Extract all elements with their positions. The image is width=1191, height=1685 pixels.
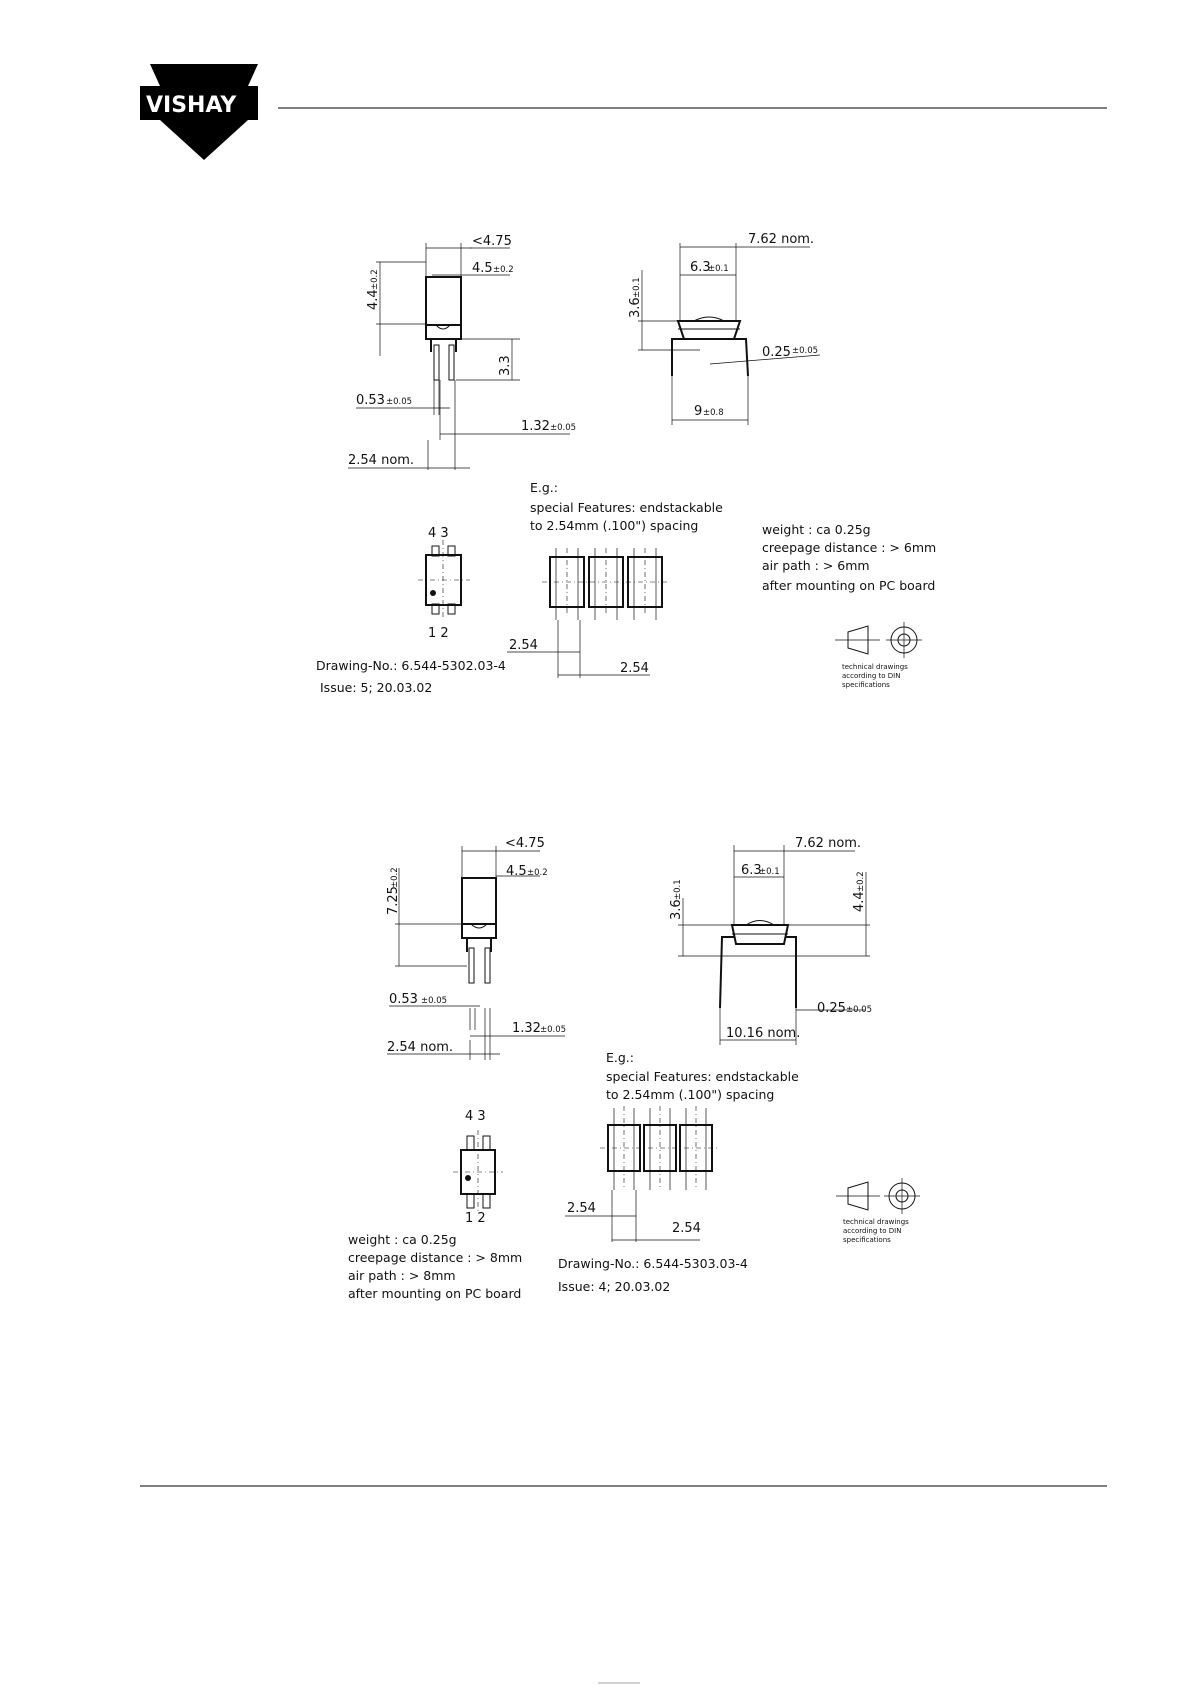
d1-dim-132: 1.32 — [521, 419, 550, 434]
d2-dim-1016: 10.16 nom. — [726, 1026, 801, 1041]
d2-top-view — [453, 1130, 503, 1214]
d1-top-view — [418, 540, 470, 620]
d2-dim-762: 7.62 nom. — [795, 836, 862, 851]
d2-dim-025-tol: ±0.05 — [846, 1005, 873, 1015]
d2-creepage: creepage distance : > 8mm — [348, 1250, 523, 1265]
d1-dim-lt475: <4.75 — [472, 234, 512, 249]
d2-dim-132-tol: ±0.05 — [540, 1025, 567, 1035]
d2-spacing-b: 2.54 — [672, 1221, 701, 1236]
d2-dim-44-tol: ±0.2 — [856, 871, 866, 892]
d2-special-2: to 2.54mm (.100") spacing — [606, 1087, 775, 1102]
d2-dim-63: 6.3 — [741, 863, 762, 878]
d2-pins-bottom: 1 2 — [465, 1211, 486, 1226]
d1-side-view — [348, 243, 570, 470]
d2-spacing-a: 2.54 — [567, 1201, 596, 1216]
d2-dim-132: 1.32 — [512, 1021, 541, 1036]
d1-spacing-b: 2.54 — [620, 661, 649, 676]
d2-drawing-no: Drawing-No.: 6.544-5303.03-4 — [558, 1256, 748, 1271]
d1-creepage: creepage distance : > 6mm — [762, 540, 937, 555]
d2-dim-254nom: 2.54 nom. — [387, 1040, 454, 1055]
d1-tech-3: specifications — [842, 681, 890, 689]
d1-tech-1: technical drawings — [842, 663, 908, 671]
d2-dim-36-tol: ±0.1 — [673, 879, 683, 900]
drawing-1 — [316, 232, 936, 695]
d2-dim-025: 0.25 — [817, 1001, 846, 1016]
d1-dim-132-tol: ±0.05 — [550, 423, 577, 433]
d1-pins-top: 4 3 — [428, 526, 449, 541]
drawing-2 — [348, 836, 920, 1301]
d1-dim-63: 6.3 — [690, 260, 711, 275]
d1-tech-2: according to DIN — [842, 672, 901, 680]
d1-projection-symbol-icon — [835, 622, 922, 658]
d1-dim-025-tol: ±0.05 — [792, 346, 819, 356]
d1-dim-45-tol: ±0.2 — [493, 265, 514, 275]
d2-dim-44: 4.4 — [852, 891, 867, 912]
d2-tech-3: specifications — [843, 1236, 891, 1244]
d1-dim-762: 7.62 nom. — [748, 232, 815, 247]
d2-tech-2: according to DIN — [843, 1227, 902, 1235]
d2-dim-725: 7.25 — [386, 886, 401, 915]
d1-dim-63-tol: ±0.1 — [708, 264, 729, 274]
d2-issue: Issue: 4; 20.03.02 — [558, 1279, 671, 1294]
d1-dim-36: 3.6 — [628, 297, 643, 318]
d2-dim-lt475: <4.75 — [505, 836, 545, 851]
d1-dim-053: 0.53 — [356, 393, 385, 408]
d2-eg: E.g.: — [606, 1050, 634, 1065]
d2-dim-45-tol: ±0.2 — [527, 868, 548, 878]
d2-dim-725-tol: ±0.2 — [390, 867, 400, 888]
d1-dim-9-tol: ±0.8 — [703, 408, 724, 418]
d2-dim-45: 4.5 — [506, 864, 527, 879]
logo-registered: ® — [250, 104, 259, 114]
d1-dim-45: 4.5 — [472, 261, 493, 276]
logo-text: VISHAY — [146, 93, 237, 118]
d1-issue: Issue: 5; 20.03.02 — [320, 680, 433, 695]
d1-dim-36-tol: ±0.1 — [632, 277, 642, 298]
d1-dim-44: 4.4 — [366, 289, 381, 310]
d2-air-path: air path : > 8mm — [348, 1268, 456, 1283]
d2-weight: weight : ca 0.25g — [348, 1232, 457, 1247]
d1-special-1: special Features: endstackable — [530, 500, 723, 515]
d1-dim-254nom: 2.54 nom. — [348, 453, 415, 468]
d2-special-1: special Features: endstackable — [606, 1069, 799, 1084]
d1-dim-025: 0.25 — [762, 345, 791, 360]
d1-spacing-a: 2.54 — [509, 638, 538, 653]
d1-dim-053-tol: ±0.05 — [386, 397, 413, 407]
d1-drawing-no: Drawing-No.: 6.544-5302.03-4 — [316, 658, 506, 673]
d1-dim-9: 9 — [694, 404, 703, 419]
d1-special-2: to 2.54mm (.100") spacing — [530, 518, 699, 533]
d1-dim-44-tol: ±0.2 — [370, 269, 380, 290]
d2-pins-top: 4 3 — [465, 1109, 486, 1124]
d2-dim-36: 3.6 — [669, 899, 684, 920]
d1-front-view — [638, 243, 820, 425]
d1-pins-bottom: 1 2 — [428, 626, 449, 641]
d1-eg: E.g.: — [530, 480, 558, 495]
d2-mounting: after mounting on PC board — [348, 1286, 522, 1301]
d1-stack-example — [507, 548, 670, 678]
d2-projection-symbol-icon — [836, 1178, 920, 1214]
d2-dim-053: 0.53 — [389, 992, 418, 1007]
d2-tech-1: technical drawings — [843, 1218, 909, 1226]
d1-air-path: air path : > 6mm — [762, 558, 870, 573]
vishay-logo — [140, 64, 259, 160]
d1-mounting: after mounting on PC board — [762, 578, 936, 593]
d2-dim-63-tol: ±0.1 — [759, 867, 780, 877]
d2-dim-053-tol: ±0.05 — [421, 996, 448, 1006]
d1-weight: weight : ca 0.25g — [762, 522, 871, 537]
d1-dim-33: 3.3 — [498, 355, 513, 376]
